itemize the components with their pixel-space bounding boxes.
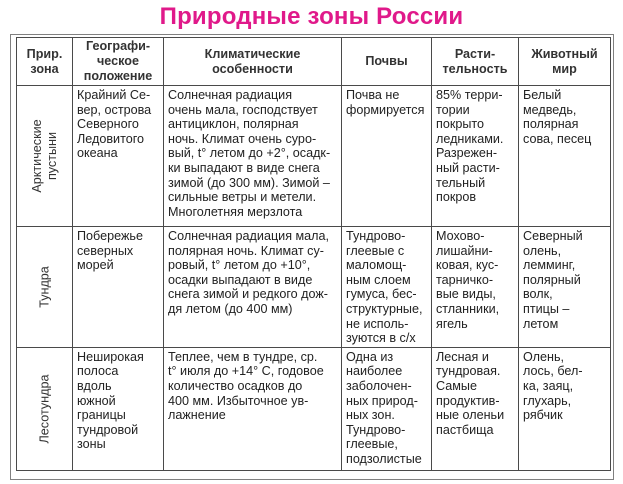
header-soil: Почвы: [342, 38, 432, 86]
soil-cell: Одна из наиболее заболочен- ных природ- ных зон. Тундрово- глеевые, подзолистые: [342, 347, 432, 470]
page-title: Природные зоны России: [159, 3, 464, 30]
zone-label: Лесотундра: [37, 374, 51, 444]
vegetation-cell: Лесная и тундровая. Самые продуктив- ные оленьи пастбища: [432, 347, 519, 470]
soil-cell: Почва не формируется: [342, 86, 432, 227]
natural-zones-table: [16, 37, 611, 471]
zone-label: Тундра: [37, 266, 51, 308]
header-vegetation: Расти- тельность: [432, 38, 519, 86]
zone-cell: [17, 227, 73, 348]
header-geo-position: Географи- ческое положение: [73, 38, 164, 86]
table-row: [17, 347, 611, 470]
vegetation-cell: Мохово- лишайни- ковая, кус- тарничко- вые виды, стланники, ягель: [432, 227, 519, 348]
climate-cell: Теплее, чем в тундре, ср. t° июля до +14° С, годовое количество осадков до 400 мм. Избыточное ув- лажнение: [164, 347, 342, 470]
zone-cell: [17, 86, 73, 227]
geo-cell: Крайний Се- вер, острова Северного Ледовитого океана: [73, 86, 164, 227]
climate-cell: Солнечная радиация очень мала, господствует антициклон, полярная ночь. Климат очень суро- вый, t° летом до +2°, осадк- ки выпадают в виде снега зимой (до 300 мм). Зимой – сильные ветры и метели. Многолетняя мерзлота: [164, 86, 342, 227]
geo-cell: Неширокая полоса вдоль южной границы тундровой зоны: [73, 347, 164, 470]
vegetation-cell: 85% терри- тории покрыто ледниками. Разрежен- ный расти- тельный покров: [432, 86, 519, 227]
animals-cell: Олень, лось, бел- ка, заяц, глухарь, рябчик: [519, 347, 611, 470]
geo-cell: Побережье северных морей: [73, 227, 164, 348]
header-zone: Прир. зона: [17, 38, 73, 86]
animals-cell: Белый медведь, полярная сова, песец: [519, 86, 611, 227]
table-row: [17, 86, 611, 227]
zone-cell: [17, 347, 73, 470]
zone-label: Арктические пустыни: [29, 119, 59, 193]
header-climate: Климатические особенности: [164, 38, 342, 86]
climate-cell: Солнечная радиация мала, полярная ночь. Климат су- ровый, t° летом до +10°, осадки выпадают в виде снега зимой и редкого дож- дя летом (до 400 мм): [164, 227, 342, 348]
animals-cell: Северный олень, лемминг, полярный волк, птицы – летом: [519, 227, 611, 348]
soil-cell: Тундрово- глеевые с маломощ- ным слоем гумуса, бес- структурные, не исполь- зуются в с/х: [342, 227, 432, 348]
table-header-row: [17, 38, 611, 86]
header-animals: Животный мир: [519, 38, 611, 86]
table-row: [17, 227, 611, 348]
